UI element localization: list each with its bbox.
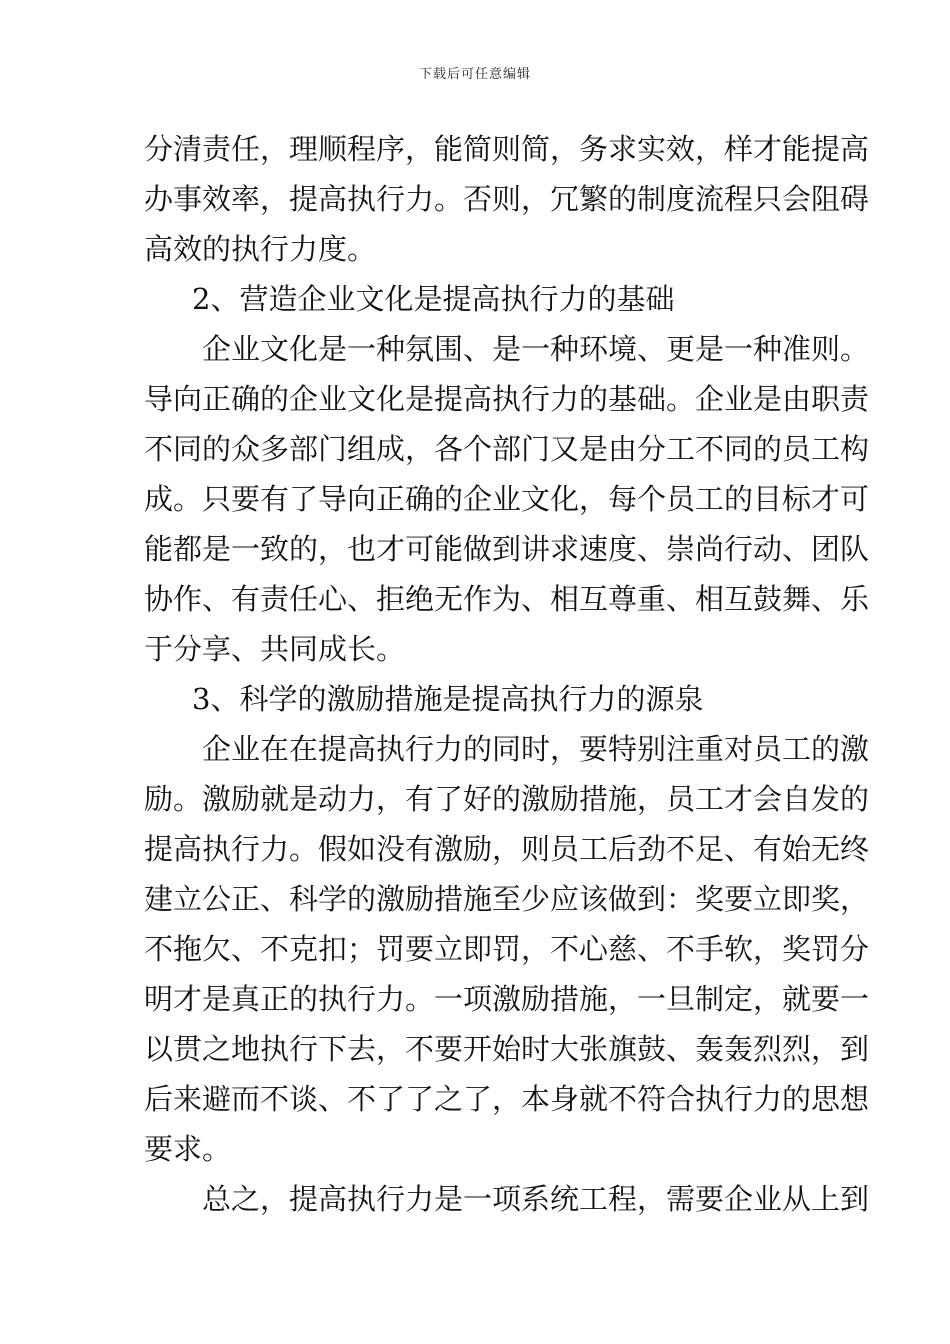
text-line: 能都是一致的，也才可能做到讲求速度、崇尚行动、团队 — [144, 532, 870, 566]
section-heading: 3、科学的激励措施是提高执行力的源泉 — [192, 682, 704, 716]
text-line: 建立公正、科学的激励措施至少应该做到：奖要立即奖， — [144, 882, 870, 916]
text-line: 办事效率，提高执行力。否则，冗繁的制度流程只会阻碍 — [144, 182, 870, 216]
page-header: 下载后可任意编辑 — [418, 67, 531, 82]
text-line: 高效的执行力度。 — [144, 232, 377, 266]
text-line: 导向正确的企业文化是提高执行力的基础。企业是由职责 — [144, 382, 870, 416]
text-line: 不同的众多部门组成，各个部门又是由分工不同的员工构 — [144, 432, 870, 466]
section-heading: 2、营造企业文化是提高执行力的基础 — [192, 282, 675, 316]
text-line: 企业在在提高执行力的同时，要特别注重对员工的激 — [202, 732, 870, 766]
text-line: 以贯之地执行下去，不要开始时大张旗鼓、轰轰烈烈，到 — [144, 1032, 870, 1066]
text-line: 后来避而不谈、不了了之了，本身就不符合执行力的思想 — [144, 1082, 870, 1116]
text-line: 成。只要有了导向正确的企业文化，每个员工的目标才可 — [144, 482, 870, 516]
text-line: 分清责任，理顺程序，能简则简，务求实效，样才能提高 — [144, 132, 870, 166]
text-line: 协作、有责任心、拒绝无作为、相互尊重、相互鼓舞、乐 — [144, 582, 870, 616]
text-line: 企业文化是一种氛围、是一种环境、更是一种准则。 — [202, 332, 870, 366]
text-line: 要求。 — [144, 1132, 232, 1166]
text-line: 于分享、共同成长。 — [144, 632, 406, 666]
text-line: 明才是真正的执行力。一项激励措施，一旦制定，就要一 — [144, 982, 870, 1016]
text-line: 励。激励就是动力，有了好的激励措施，员工才会自发的 — [144, 782, 870, 816]
text-line: 提高执行力。假如没有激励，则员工后劲不足、有始无终 — [144, 832, 870, 866]
text-line: 总之，提高执行力是一项系统工程，需要企业从上到 — [202, 1182, 870, 1216]
text-line: 不拖欠、不克扣；罚要立即罚，不心慈、不手软，奖罚分 — [144, 932, 870, 966]
